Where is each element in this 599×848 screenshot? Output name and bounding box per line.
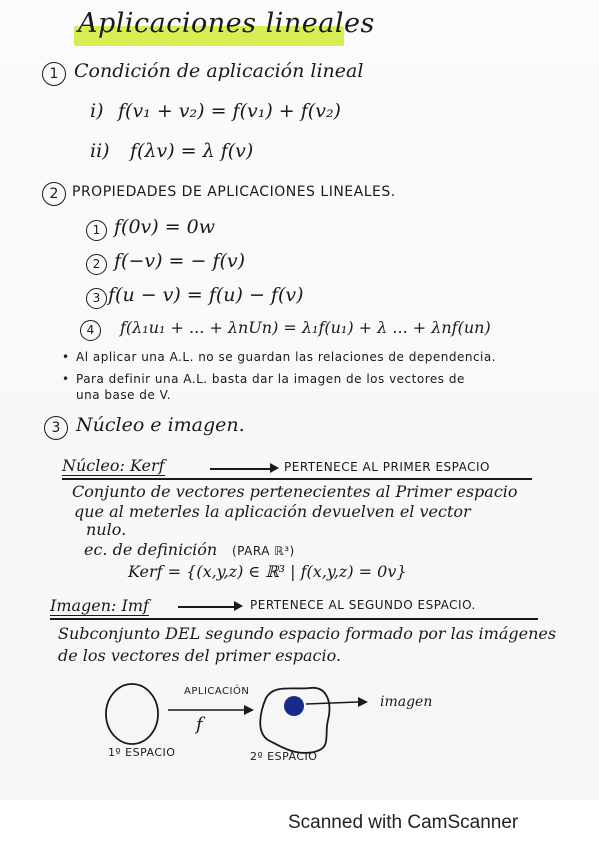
diagram-space-1-label: 1º ESPACIO	[108, 746, 176, 759]
nucleo-arrow-text: PERTENECE AL PRIMER ESPACIO	[284, 460, 490, 474]
nucleo-label: Núcleo: Kerf	[62, 456, 165, 475]
nucleo-arrow-head	[270, 463, 279, 473]
note-bullet-1: •	[62, 350, 70, 364]
imagen-arrow-text: PERTENECE AL SEGUNDO ESPACIO.	[250, 598, 476, 612]
note-1: Al aplicar una A.L. no se guardan las relaciones de dependencia.	[76, 350, 497, 364]
note-bullet-2: •	[62, 372, 70, 386]
nucleo-separator	[62, 478, 532, 480]
nucleo-desc-line-1: Conjunto de vectores pertenecientes al Primer espacio	[72, 482, 518, 501]
diagram-arrow-label: APLICACIÓN	[184, 686, 250, 697]
camscanner-watermark: Scanned with CamScanner	[288, 812, 519, 833]
nucleo-desc-line-2: que al meterles la aplicación devuelven el vector	[74, 502, 471, 521]
section-1-number: 1	[42, 62, 66, 86]
kernel-formula: Kerf = {(x,y,z) ∈ ℝ³ | f(x,y,z) = 0v}	[128, 562, 407, 581]
image-dot	[284, 696, 304, 716]
condition-i-label: i)	[90, 100, 104, 122]
image-arrow-line	[306, 702, 358, 704]
diagram-image-label: imagen	[380, 694, 433, 710]
nucleo-arrow-line	[210, 468, 272, 470]
definition-note: (PARA ℝ³)	[232, 544, 295, 558]
property-1-formula: f(0v) = 0w	[114, 216, 216, 238]
property-3-formula: f(u − v) = f(u) − f(v)	[108, 284, 304, 306]
condition-ii-label: ii)	[90, 140, 110, 162]
first-space-circle	[106, 684, 158, 744]
section-3-heading: Núcleo e imagen.	[76, 414, 245, 436]
imagen-desc-line-2: de los vectores del primer espacio.	[58, 646, 342, 665]
property-2-formula: f(−v) = − f(v)	[114, 250, 246, 272]
condition-ii-formula: f(λv) = λ f(v)	[130, 140, 254, 162]
property-1-number: 1	[86, 220, 107, 241]
note-2-line-2: una base de V.	[76, 388, 172, 402]
nucleo-desc-line-3: nulo.	[86, 520, 127, 539]
section-3-number: 3	[44, 416, 68, 440]
mapping-arrow-head	[244, 705, 254, 715]
image-arrow-head	[358, 697, 368, 707]
property-4-formula: f(λ₁u₁ + ... + λnUn) = λ₁f(u₁) + λ ... + λnf(un)	[120, 318, 491, 337]
page-title: Aplicaciones lineales	[78, 8, 375, 39]
property-3-number: 3	[86, 288, 107, 309]
imagen-desc-line-1: Subconjunto DEL segundo espacio formado por las imágenes	[58, 624, 557, 643]
property-4-number: 4	[80, 320, 101, 341]
section-2-number: 2	[42, 182, 66, 206]
diagram-f-label: f	[196, 714, 203, 735]
imagen-arrow-head	[234, 601, 243, 611]
condition-i-formula: f(v₁ + v₂) = f(v₁) + f(v₂)	[118, 100, 341, 122]
diagram-space-2-label: 2º ESPACIO	[250, 750, 318, 763]
imagen-arrow-line	[178, 606, 236, 608]
imagen-separator	[50, 618, 538, 620]
property-2-number: 2	[86, 254, 107, 275]
imagen-label: Imagen: Imf	[50, 596, 149, 615]
section-2-heading: PROPIEDADES DE APLICACIONES LINEALES.	[72, 184, 396, 200]
note-2-line-1: Para definir una A.L. basta dar la imagen de los vectores de	[76, 372, 465, 386]
section-1-heading: Condición de aplicación lineal	[74, 60, 364, 82]
definition-label: ec. de definición	[84, 540, 218, 559]
